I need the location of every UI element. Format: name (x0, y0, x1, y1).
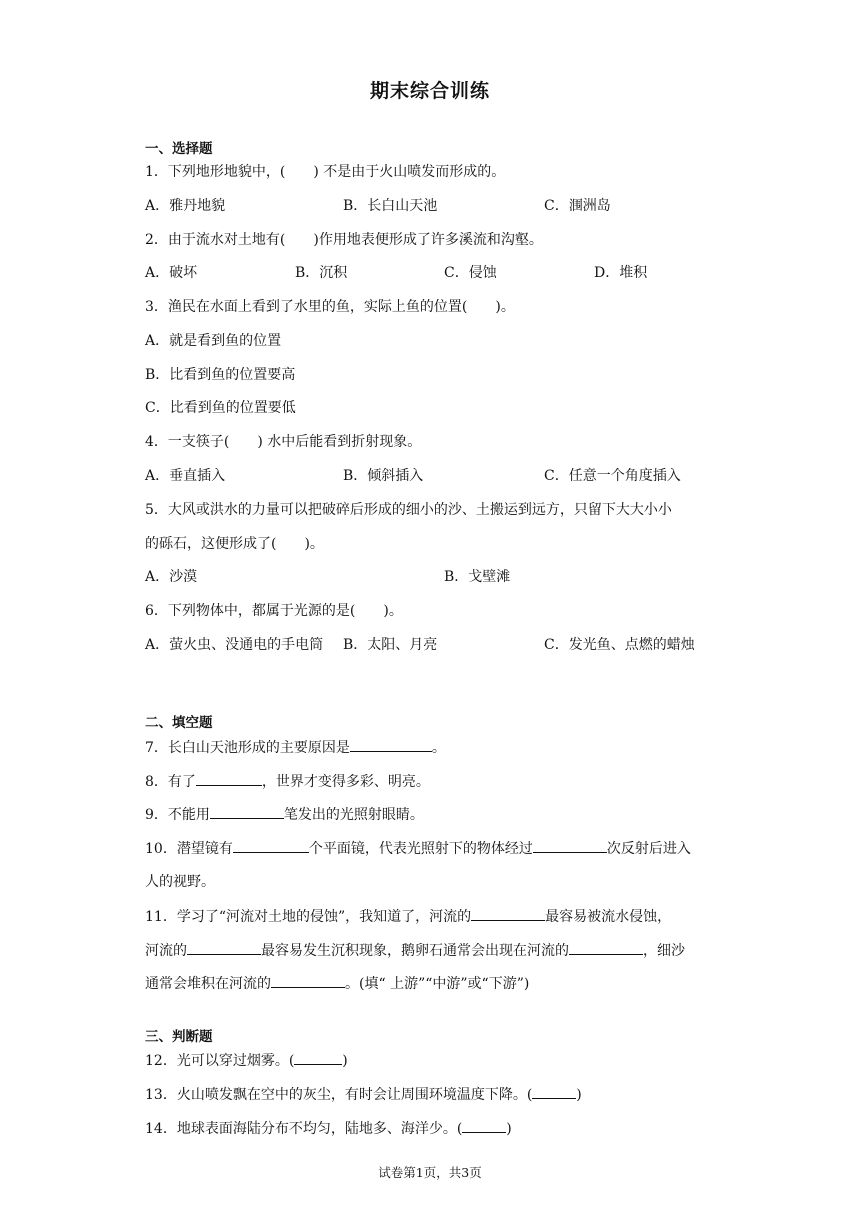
q6-stem: 6．下列物体中，都属于光源的是( )。 (145, 603, 403, 619)
q4-option-a[interactable]: A．垂直插入 (145, 468, 226, 484)
q8 (145, 771, 430, 792)
q8-text: 8．有了 (145, 774, 196, 790)
q7 (145, 737, 446, 758)
q14-blank[interactable] (462, 1118, 506, 1133)
q9-text-end: 笔发出的光照射眼睛。 (283, 807, 424, 823)
q11-text-5: ，细沙 (643, 943, 685, 959)
q7-text: 7．长白山天池形成的主要原因是 (145, 740, 350, 756)
q14 (145, 1118, 512, 1139)
q1-option-c[interactable]: C．涠洲岛 (544, 198, 611, 214)
q11-text: 11．学习了“河流对土地的侵蚀”，我知道了，河流的 (145, 909, 472, 925)
q13-text: 13．火山喷发飘在空中的灰尘，有时会让周围环境温度下降。( (145, 1087, 533, 1103)
q8-blank[interactable] (196, 771, 262, 786)
q11-blank-2[interactable] (187, 940, 261, 955)
q5-option-b[interactable]: B．戈壁滩 (444, 569, 511, 585)
q9-blank[interactable] (210, 804, 284, 819)
q9-text: 9．不能用 (145, 807, 210, 823)
q4-option-b[interactable]: B．倾斜插入 (343, 468, 424, 484)
q9 (145, 804, 424, 825)
section-choice: 一、选择题 (145, 141, 213, 157)
q10-line1 (145, 838, 691, 859)
q6-option-a[interactable]: A．萤火虫、没通电的手电筒 (145, 637, 324, 653)
q3-option-c[interactable]: C．比看到鱼的位置要低 (145, 400, 296, 416)
q10-text-mid: 个平面镜，代表光照射下的物体经过 (308, 841, 533, 857)
q13-text-end: ) (576, 1087, 582, 1103)
q5-option-a[interactable]: A．沙漠 (145, 569, 198, 585)
q13 (145, 1084, 582, 1105)
q8-text-end: ，世界才变得多彩、明亮。 (261, 774, 430, 790)
q10-text-end: 次反射后进入 (606, 841, 691, 857)
page-footer: 试卷第1页，共3页 (378, 1165, 482, 1180)
q11-text-3: 河流的 (145, 943, 187, 959)
q7-blank[interactable] (350, 737, 432, 752)
q4-stem: 4．一支筷子( ) 水中后能看到折射现象。 (145, 434, 422, 450)
q12-blank[interactable] (294, 1050, 342, 1065)
q11-text-7: 。(填“ 上游”“中游”或“下游”) (345, 976, 530, 992)
q2-option-d[interactable]: D．堆积 (594, 265, 648, 281)
q3-option-b[interactable]: B．比看到鱼的位置要高 (145, 367, 296, 383)
q3-stem: 3．渔民在水面上看到了水里的鱼，实际上鱼的位置( )。 (145, 299, 515, 315)
q5-stem-line1: 5．大风或洪水的力量可以把破碎后形成的细小的沙、土搬运到远方，只留下大大小小 (145, 502, 672, 518)
q13-blank[interactable] (532, 1084, 576, 1099)
q11-line2 (145, 940, 685, 961)
page-title: 期末综合训练 (369, 80, 490, 102)
q12-text: 12．光可以穿过烟雾。( (145, 1053, 295, 1069)
q1-option-b[interactable]: B．长白山天池 (343, 198, 438, 214)
q11-text-2: 最容易被流水侵蚀， (545, 909, 672, 925)
q2-option-c[interactable]: C．侵蚀 (444, 265, 497, 281)
q2-stem: 2．由于流水对土地有( )作用地表便形成了许多溪流和沟壑。 (145, 232, 543, 248)
q11-line1 (145, 906, 671, 927)
q10-blank-1[interactable] (233, 838, 309, 853)
q7-text-end: 。 (431, 740, 446, 756)
q11-line3 (145, 973, 529, 994)
q11-text-4: 最容易发生沉积现象，鹅卵石通常会出现在河流的 (261, 943, 569, 959)
q5-stem-line2: 的砾石，这便形成了( )。 (145, 536, 324, 552)
q11-blank-4[interactable] (271, 973, 345, 988)
q10-line2: 人的视野。 (145, 874, 215, 890)
q1-option-a[interactable]: A．雅丹地貌 (145, 198, 226, 214)
q11-blank-1[interactable] (471, 906, 545, 921)
q11-blank-3[interactable] (569, 940, 643, 955)
q6-option-b[interactable]: B．太阳、月亮 (343, 637, 438, 653)
section-fill: 二、填空题 (145, 715, 213, 731)
q14-text: 14．地球表面海陆分布不均匀，陆地多、海洋少。( (145, 1121, 463, 1137)
q2-option-b[interactable]: B．沉积 (295, 265, 348, 281)
q4-option-c[interactable]: C．任意一个角度插入 (544, 468, 681, 484)
q10-blank-2[interactable] (533, 838, 607, 853)
q12-text-end: ) (342, 1053, 348, 1069)
q3-option-a[interactable]: A．就是看到鱼的位置 (145, 333, 282, 349)
section-judge: 三、判断题 (145, 1029, 213, 1045)
q10-text: 10．潜望镜有 (145, 841, 233, 857)
q14-text-end: ) (506, 1121, 512, 1137)
q12 (145, 1050, 348, 1071)
q2-option-a[interactable]: A．破坏 (145, 265, 198, 281)
q11-text-6: 通常会堆积在河流的 (145, 976, 271, 992)
q6-option-c[interactable]: C．发光鱼、点燃的蜡烛 (544, 637, 695, 653)
q1-stem: 1．下列地形地貌中，( ) 不是由于火山喷发而形成的。 (145, 164, 506, 180)
